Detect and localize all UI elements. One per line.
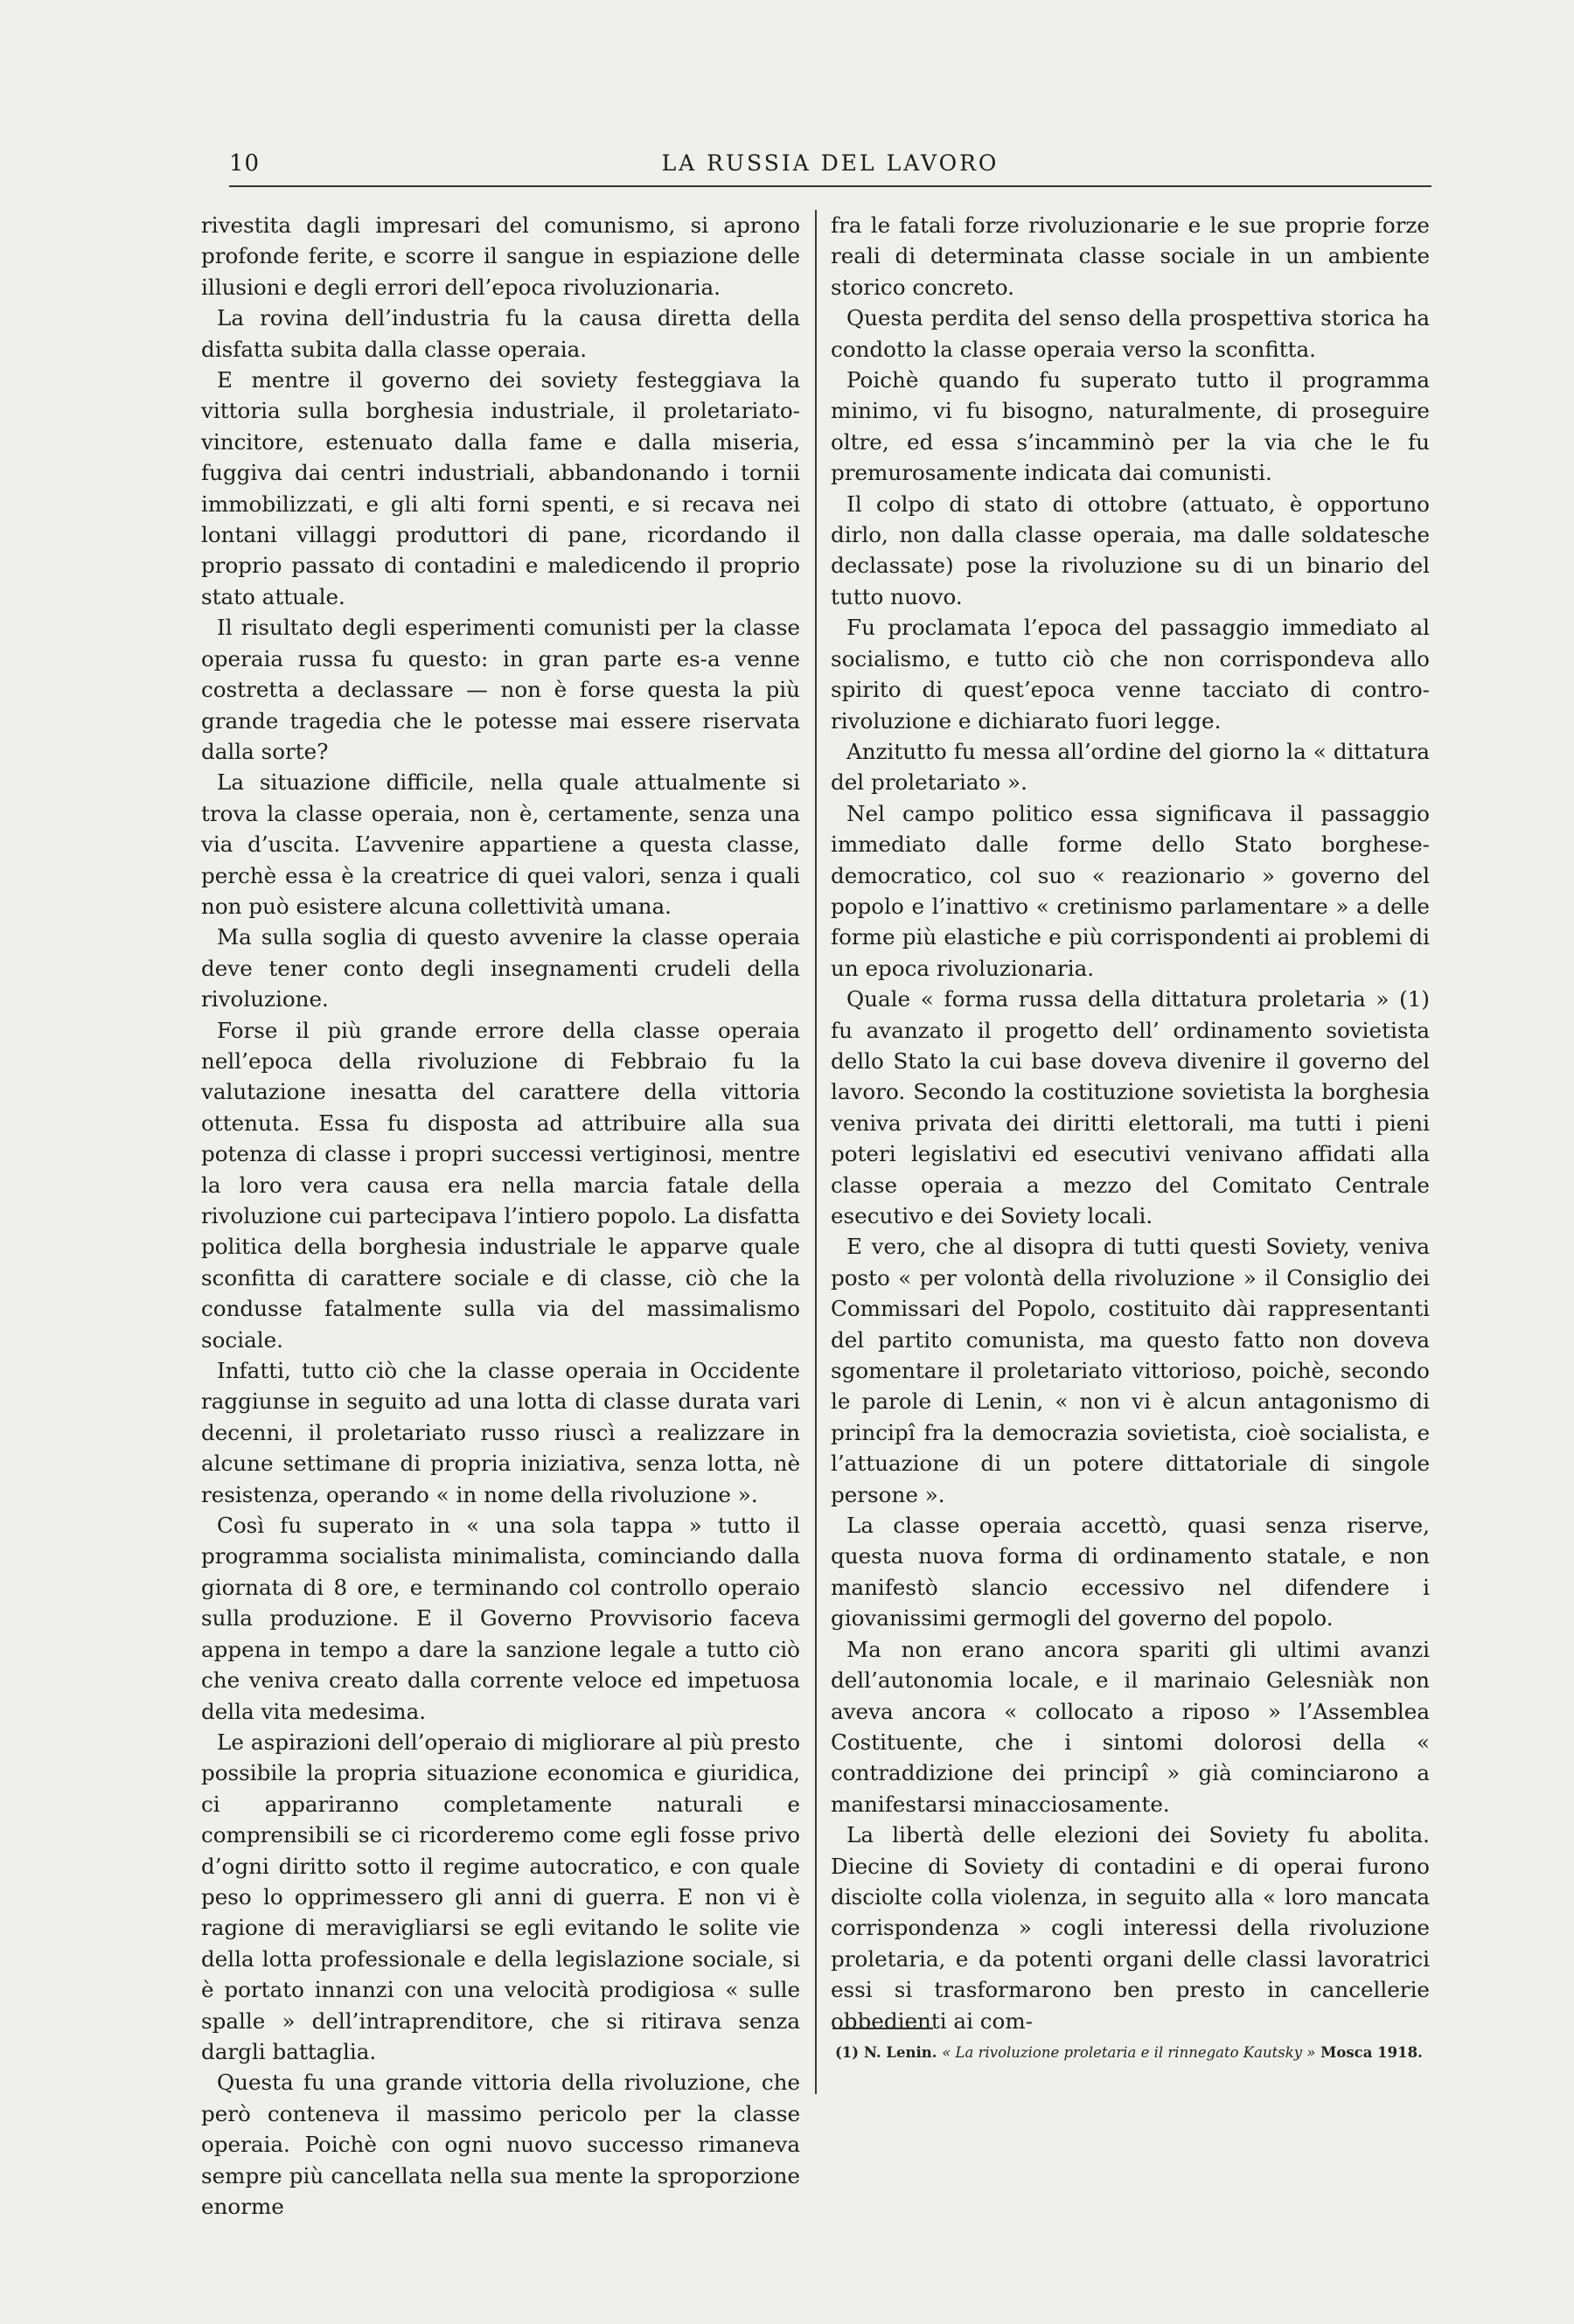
right-column-paragraph: Questa perdita del senso della prospettiva storica ha condotto la classe operaia verso la sconfitta. — [831, 305, 1430, 362]
right-column-paragraph: Il colpo di stato di ottobre (attuato, è opportuno dirlo, non dalla classe operaia, ma dalle soldatesche declassate) pose la rivoluzione su di un binario del tutto nuovo. — [831, 491, 1430, 609]
footnote — [835, 2042, 1434, 2063]
left-column-paragraph: La rovina dell’industria fu la causa diretta della disfatta subita dalla classe operaia. — [201, 305, 800, 362]
right-column-paragraph: La classe operaia accettò, quasi senza riserve, questa nuova forma di ordinamento statale, e non manifestò slancio eccessivo nel difendere i giovanissimi germogli del governo del popolo. — [831, 1513, 1430, 1632]
right-column — [831, 210, 1430, 2186]
left-column-paragraph: Infatti, tutto ciò che la classe operaia in Occidente raggiunse in seguito ad una lotta di classe durata vari decenni, il proletariato russo riuscì a realizzare in alcune settimane di propria iniziativa, senza lotta, nè resistenza, operando « in nome della rivoluzione ». — [201, 1358, 800, 1507]
right-column-paragraph: Quale « forma russa della dittatura proletaria » (1) fu avanzato il progetto dell’ ordinamento sovietista dello Stato la cui base doveva divenire il governo del lavoro. Secondo la costituzione sovietista la borghesia veniva privata dei diritti elettorali, ma tutti i pieni poteri legislativi ed esecutivi venivano affidati alla classe operaia a mezzo del Comitato Centrale esecutivo e dei Soviety locali. — [831, 986, 1430, 1228]
left-column-paragraph: rivestita dagli impresari del comunismo, si aprono profonde ferite, e scorre il sangue in espiazione delle illusioni e degli errori dell’epoca rivoluzionaria. — [201, 212, 800, 300]
page-header — [229, 147, 1431, 187]
footnote-title: « La rivoluzione proletaria e il rinnegato Kautsky » — [942, 2044, 1316, 2061]
right-column-paragraph: fra le fatali forze rivoluzionarie e le sue proprie forze reali di determinata classe sociale in un ambiente storico concreto. — [831, 212, 1430, 300]
left-column-paragraph: Forse il più grande errore della classe operaia nell’epoca della rivoluzione di Febbraio fu la valutazione inesatta del carattere della vittoria ottenuta. Essa fu disposta ad attribuire alla sua potenza di classe i propri successi vertiginosi, mentre la loro vera causa era nella marcia fatale della rivoluzione cui partecipava l’intiero popolo. La disfatta politica della borghesia industriale le apparve quale sconfitta di carattere sociale e di classe, ciò che la condusse fatalmente sulla via del massimalismo sociale. — [201, 1017, 800, 1353]
page-number: 10 — [229, 150, 261, 177]
left-column-paragraph: La situazione difficile, nella quale attualmente si trova la classe operaia, non è, certamente, senza una via d’uscita. L’avvenire appartiene a questa classe, perchè essa è la creatrice di quei valori, senza i quali non può esistere alcuna collettività umana. — [201, 769, 800, 919]
running-title: LA RUSSIA DEL LAVORO — [661, 150, 999, 176]
left-column — [201, 210, 800, 2219]
left-column-paragraph: E mentre il governo dei soviety festeggiava la vittoria sulla borghesia industriale, il proletariato-vincitore, estenuato dalla fame e dalla miseria, fuggiva dai centri industriali, abbandonando i tornii immobilizzati, e gli alti forni spenti, e si recava nei lontani villaggi produttori di pane, ricordando il proprio passato di contadini e maledicendo il proprio stato attuale. — [201, 367, 800, 609]
right-column-paragraph: Nel campo politico essa significava il passaggio immediato dalle forme dello Stato borghese-democratico, col suo « reazionario » governo del popolo e l’inattivo « cretinismo parlamentare » a delle forme più elastiche e più corrispondenti ai problemi di un epoca rivoluzionaria. — [831, 800, 1430, 981]
right-column-paragraph: Anzitutto fu messa all’ordine del giorno la « dittatura del proletariato ». — [831, 738, 1430, 796]
right-column-paragraph: Ma non erano ancora spariti gli ultimi avanzi dell’autonomia locale, e il marinaio Gelesniàk non aveva ancora « collocato a riposo » l’Assemblea Costituente, che i sintomi dolorosi della « contraddizione dei principî » già cominciarono a manifestarsi minacciosamente. — [831, 1636, 1430, 1817]
column-divider — [815, 210, 817, 2094]
left-column-paragraph: Ma sulla soglia di questo avvenire la classe operaia deve tener conto degli insegnamenti crudeli della rivoluzione. — [201, 924, 800, 1012]
left-column-paragraph: Il risultato degli esperimenti comunisti per la classe operaia russa fu questo: in gran parte es-a venne costretta a declassare — non è forse questa la più grande tragedia che le potesse mai essere riservata dalla sorte? — [201, 615, 800, 764]
left-column-paragraph: Questa fu una grande vittoria della rivoluzione, che però conteneva il massimo pericolo per la classe operaia. Poichè con ogni nuovo successo rimaneva sempre più cancellata nella sua mente la sproporzione enorme — [201, 2070, 800, 2219]
right-column-paragraph: Fu proclamata l’epoca del passaggio immediato al socialismo, e tutto ciò che non corrispondeva allo spirito di quest’epoca venne tacciato di contro-rivoluzione e dichiarato fuori legge. — [831, 615, 1430, 734]
left-column-paragraph: Così fu superato in « una sola tappa » tutto il programma socialista minimalista, cominciando dalla giornata di 8 ore, e terminando col controllo operaio sulla produzione. E il Governo Provvisorio faceva appena in tempo a dare la sanzione legale a tutto ciò che veniva creato dalla corrente veloce ed impetuosa della vita medesima. — [201, 1513, 800, 1724]
right-column-paragraph: La libertà delle elezioni dei Soviety fu abolita. Diecine di Soviety di contadini e di operai furono disciolte colla violenza, in seguito alla « loro mancata corrispondenza » cogli interessi della rivoluzione proletaria, e da potenti organi delle classi lavoratrici essi si trasformarono ben presto in cancellerie obbedienti ai com- — [831, 1822, 1430, 2034]
footnote-marker: (1) N. Lenin. — [835, 2044, 937, 2061]
footnote-rule — [832, 2028, 933, 2029]
right-column-paragraph: Poichè quando fu superato tutto il programma minimo, vi fu bisogno, naturalmente, di proseguire oltre, ed essa s’incamminò per la via che le fu premurosamente indicata dai comunisti. — [831, 367, 1430, 486]
footnote-place-year: Mosca 1918. — [1320, 2044, 1423, 2061]
left-column-paragraph: Le aspirazioni dell’operaio di migliorare al più presto possibile la propria situazione economica e giuridica, ci appariranno completamente naturali e comprensibili se ci ricorderemo come egli fosse privo d’ogni diritto sotto il regime autocratico, e con quale peso lo opprimessero gli anni di guerra. E non vi è ragione di meravigliarsi se egli evitando le solite vie della lotta professionale e della legislazione sociale, si è portato innanzi con una velocità prodigiosa « sulle spalle » dell’intraprenditore, che si ritirava senza dargli battaglia. — [201, 1729, 800, 2064]
right-column-paragraph: E vero, che al disopra di tutti questi Soviety, veniva posto « per volontà della rivoluzione » il Consiglio dei Commissari del Popolo, costituito dài rappresentanti del partito comunista, ma questo fatto non doveva sgomentare il proletariato vittorioso, poichè, secondo le parole di Lenin, « non vi è alcun antagonismo di principî fra la democrazia sovietista, cioè socialista, e l’attuazione di un potere dittatoriale di singole persone ». — [831, 1234, 1430, 1507]
